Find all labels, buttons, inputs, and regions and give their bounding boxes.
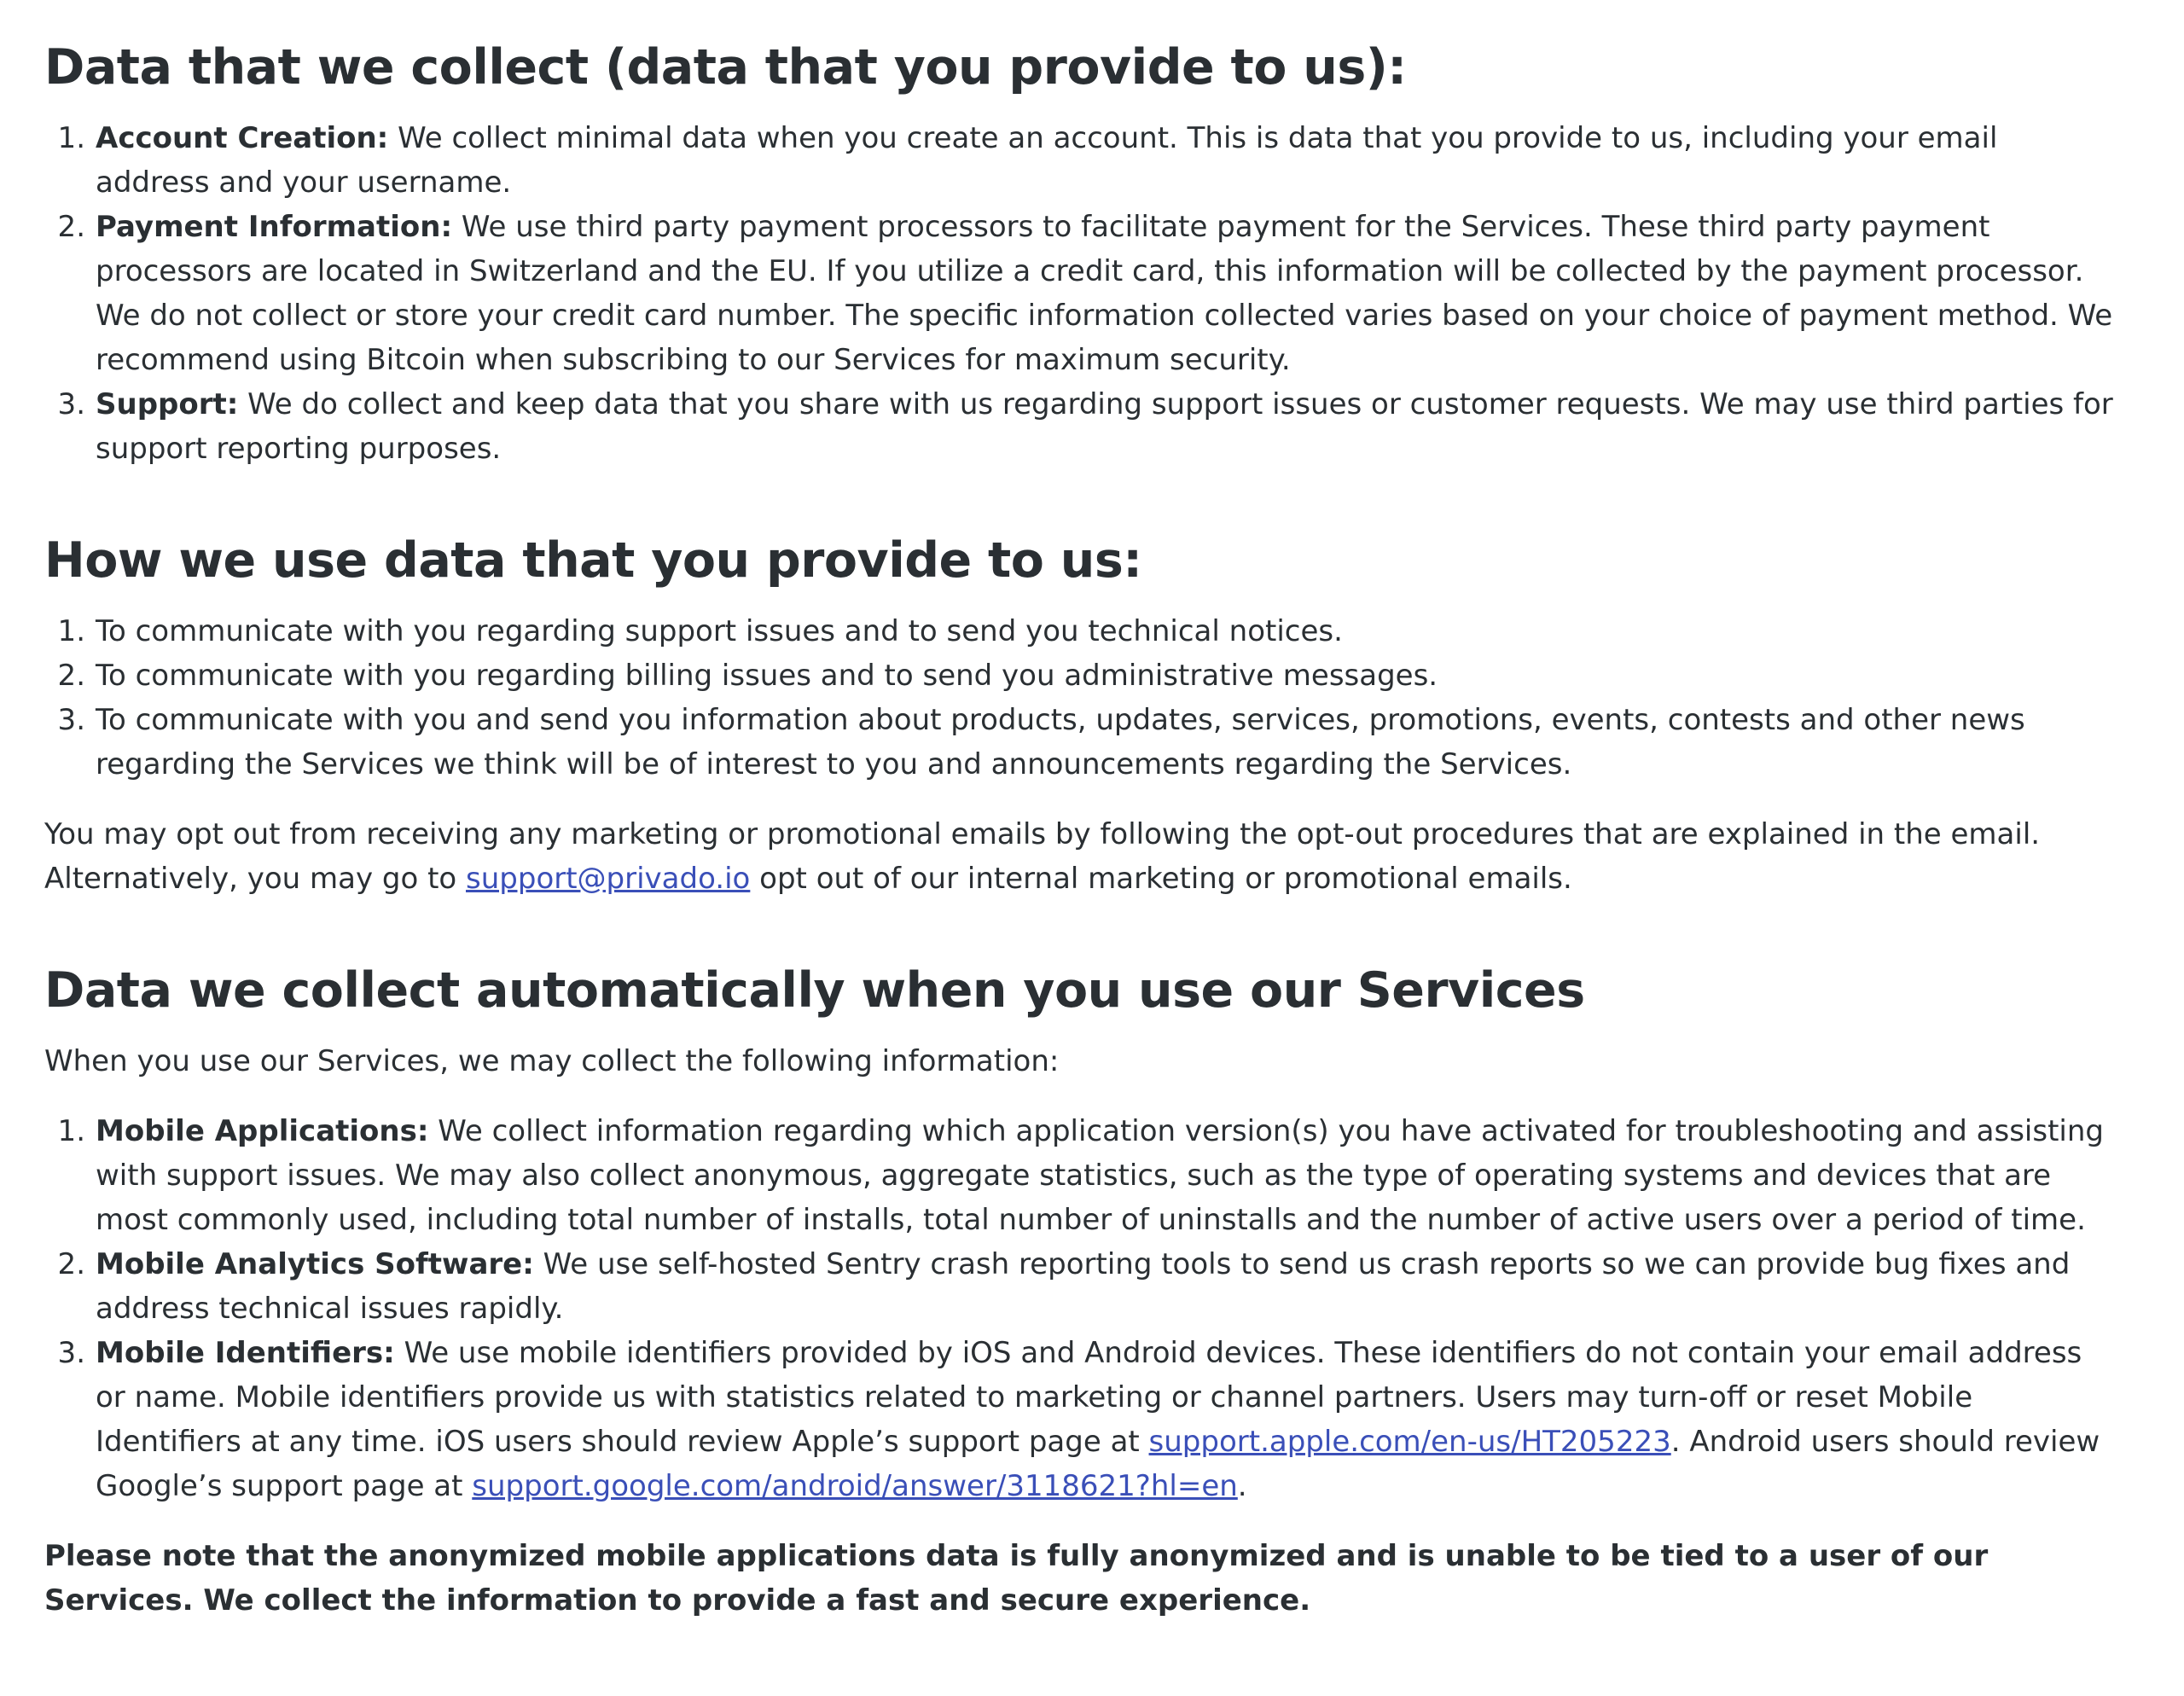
heading-how-we-use-data: How we use data that you provide to us: (44, 532, 1142, 589)
list-item: To communicate with you regarding billing issues and to send you administrative messages. (96, 659, 1438, 693)
list-item (96, 1109, 2116, 1242)
google-support-link[interactable]: support.google.com/android/answer/3118621?hl=en (472, 1469, 1238, 1503)
item-lead: Support: (96, 387, 239, 421)
item-text: We do collect and keep data that you share with us regarding support issues or customer requests. We may use third parties for support reporting purposes. (96, 387, 2113, 466)
item-text: . Android users should review Google’s support page at (96, 1425, 2100, 1503)
optout-text-before: You may opt out from receiving any marketing or promotional emails by following the opt-out procedures that are explained in the email. Alternatively, you may go to (44, 817, 2041, 896)
item-text: . (1237, 1469, 1247, 1503)
anonymized-data-note: Please note that the anonymized mobile applications data is fully anonymized and is unable to be tied to a user of our Services. We collect the information to provide a fast and secure experience. (44, 1539, 1989, 1618)
heading-data-collected-automatically: Data we collect automatically when you use our Services (44, 962, 1585, 1019)
data-use-list (44, 609, 2116, 787)
item-lead: Mobile Analytics Software: (96, 1247, 534, 1281)
support-email-link[interactable]: support@privado.io (466, 862, 751, 896)
list-item (96, 1242, 2116, 1331)
item-text: We use third party payment processors to facilitate payment for the Services. These third party payment processors are located in Switzerland and the EU. If you utilize a credit card, this information will be collected by the payment processor. We do not collect or store your credit card number. The specific information collected varies based on your choice of payment method. We recommend using Bitcoin when subscribing to our Services for maximum security. (96, 210, 2113, 377)
item-text: We use self-hosted Sentry crash reporting tools to send us crash reports so we can provide bug fixes and address technical issues rapidly. (96, 1247, 2071, 1326)
list-item: To communicate with you and send you information about products, updates, services, promotions, events, contests and other news regarding the Services we think will be of interest to you and announcements regarding the Services. (96, 703, 2025, 781)
optout-text-after: opt out of our internal marketing or promotional emails. (750, 862, 1572, 896)
data-collected-list (44, 116, 2116, 471)
item-text: We collect information regarding which application version(s) you have activated for troubleshooting and assisting with support issues. We may also collect anonymous, aggregate statistics, such as the type of operating systems and devices that are most commonly used, including total number of installs, total number of uninstalls and the number of active users over a period of time. (96, 1114, 2104, 1237)
list-item (96, 116, 2116, 205)
heading-data-we-collect: Data that we collect (data that you provide to us): (44, 39, 1407, 96)
item-lead: Account Creation: (96, 121, 389, 155)
list-item (96, 382, 2116, 471)
optout-paragraph (44, 812, 2116, 901)
item-lead: Payment Information: (96, 210, 453, 244)
item-text: We use mobile identifiers provided by iOS and Android devices. These identifiers do not contain your email address or name. Mobile identifiers provide us with statistics related to marketing or channel partners. Users may turn-off or reset Mobile Identifiers at any time. iOS users should review Apple’s support page at (96, 1336, 2082, 1459)
section-intro: When you use our Services, we may collect the following information: (44, 1044, 1060, 1078)
list-item: To communicate with you regarding support issues and to send you technical notices. (96, 614, 1343, 648)
apple-support-link[interactable]: support.apple.com/en-us/HT205223 (1148, 1425, 1671, 1459)
item-lead: Mobile Identifiers: (96, 1336, 395, 1370)
list-item (96, 205, 2116, 382)
item-lead: Mobile Applications: (96, 1114, 429, 1148)
auto-data-list (44, 1109, 2116, 1508)
item-text: We collect minimal data when you create an account. This is data that you provide to us, including your email address and your username. (96, 121, 1998, 200)
list-item (96, 1331, 2116, 1508)
